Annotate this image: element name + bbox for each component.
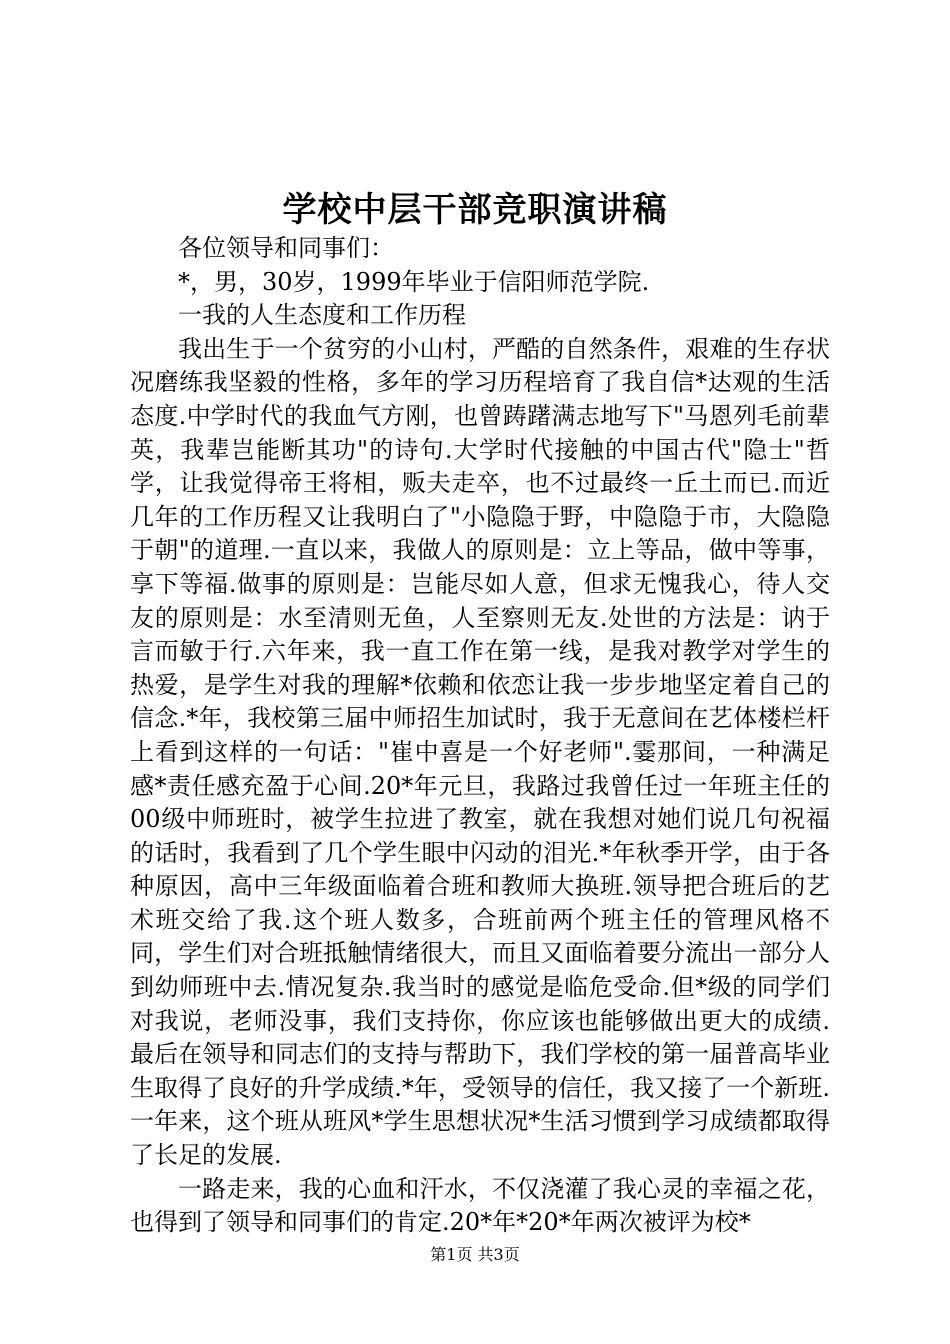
intro-line: *，男，30岁，1999年毕业于信阳师范学院. (178, 267, 650, 296)
body-paragraph: 我出生于一个贫穷的小山村，严酷的自然条件，艰难的生存状况磨练我坚毅的性格，多年的学习历程培育了我自信*达观的生活态度.中学时代的我血气方刚，也曾踌躇满志地写下"马恩列毛前辈英，我辈岂能断其功"的诗句.大学时代接触的中国古代"隐士"哲学，让我觉得帝王将相，贩夫走卒，也不过最终一丘土而已.而近几年的工作历程又让我明白了"小隐隐于野，中隐隐于市，大隐隐于朝"的道理.一直以来，我做人的原则是：立上等品，做中等事，享下等福.做事的原则是：岂能尽如人意，但求无愧我心，待人交友的原则是：水至清则无鱼，人至察则无友.处世的方法是：讷于言而敏于行.六年来，我一直工作在第一线，是我对教学对学生的热爱，是学生对我的理解*依赖和依恋让我一步步地坚定着自己的信念.*年，我校第三届中师招生加试时，我于无意间在艺体楼栏杆上看到这样的一句话："崔中喜是一个好老师".霎那间，一种满足感*责任感充盈于心间.20*年元旦，我路过我曾任过一年班主任的00级中师班时，被学生拉进了教室，就在我想对她们说几句祝福的话时，我看到了几个学生眼中闪动的泪光.*年秋季开学，由于各种原因，高中三年级面临着合班和教师大换班.领导把合班后的艺术班交给了我.这个班人数多，合班前两个班主任的管理风格不同，学生们对合班抵触情绪很大，而且又面临着要分流出一部分人到幼师班中去.情况复杂.我当时的感觉是临危受命.但*级的同学们对我说，老师没事，我们支持你，你应该也能够做出更大的成绩.最后在领导和同志们的支持与帮助下，我们学校的第一届普高毕业生取得了良好的升学成绩.*年，受领导的信任，我又接了一个新班.一年来，这个班从班风*学生思想状况*生活习惯到学习成绩都取得了长足的发展. (130, 334, 830, 1170)
page-number-footer: 第1页 共3页 (430, 1245, 520, 1264)
document-body (130, 232, 830, 1240)
body-paragraph: 一路走来，我的心血和汗水，不仅浇灌了我心灵的幸福之花，也得到了领导和同事们的肯定.20*年*20*年两次被评为校* (130, 1174, 830, 1237)
section-heading: 一我的人生态度和工作历程 (178, 301, 466, 330)
document-title: 学校中层干部竞职演讲稿 (282, 190, 668, 230)
greeting-line: 各位领导和同事们： (178, 234, 394, 262)
